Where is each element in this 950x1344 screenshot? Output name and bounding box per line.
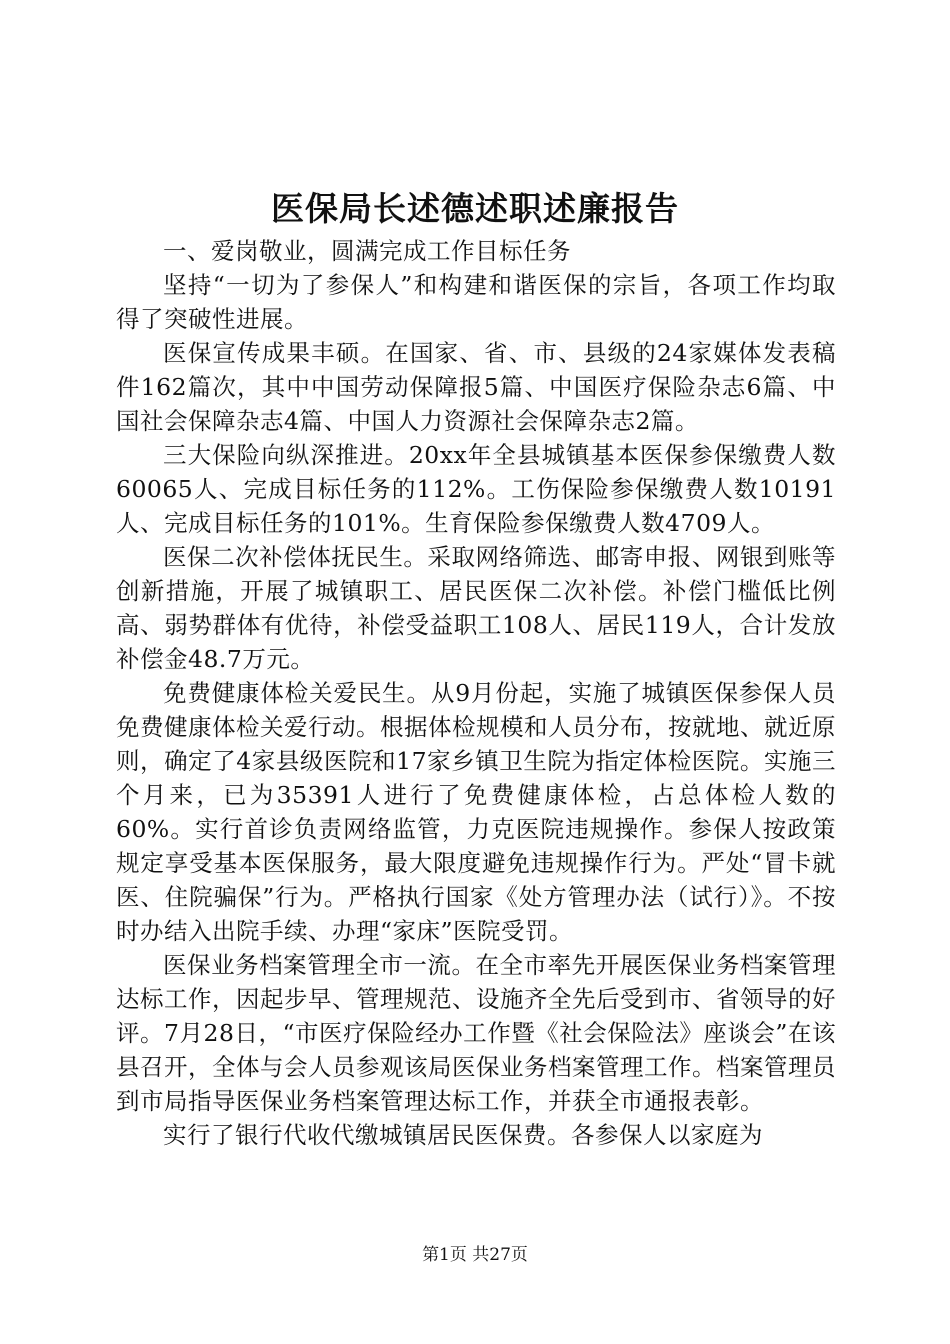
paragraph: 免费健康体检关爱民生。从9月份起，实施了城镇医保参保人员免费健康体检关爱行动。根据体检规模和人员分布，按就地、就近原则，确定了4家县级医院和17家乡镇卫生院为指定体检医院。实施三个月来，已为35391人进行了免费健康体检，占总体检人数的60%。实行首诊负责网络监管，力克医院违规操作。参保人按政策规定享受基本医保服务，最大限度避免违规操作行为。严处“冒卡就医、住院骗保”行为。严格执行国家《处方管理办法（试行）》。不按时办结入出院手续、办理“家床”医院受罚。 (116, 679, 836, 945)
paragraph: 三大保险向纵深推进。20xx年全县城镇基本医保参保缴费人数60065人、完成目标任务的112%。工伤保险参保缴费人数10191人、完成目标任务的101%。生育保险参保缴费人数4709人。 (116, 441, 836, 537)
section-heading: 一、爱岗敬业，圆满完成工作目标任务 (163, 237, 571, 265)
document-body (116, 234, 836, 1152)
paragraph: 医保二次补偿体抚民生。采取网络筛选、邮寄申报、网银到账等创新措施，开展了城镇职工、居民医保二次补偿。补偿门槛低比例高、弱势群体有优待，补偿受益职工108人、居民119人，合计发放补偿金48.7万元。 (116, 543, 836, 673)
page-number-footer: 第1页 共27页 (422, 1245, 528, 1265)
paragraph: 医保业务档案管理全市一流。在全市率先开展医保业务档案管理达标工作，因起步早、管理规范、设施齐全先后受到市、省领导的好评。7月28日，“市医疗保险经办工作暨《社会保险法》座谈会”在该县召开，全体与会人员参观该局医保业务档案管理工作。档案管理员到市局指导医保业务档案管理达标工作，并获全市通报表彰。 (116, 951, 836, 1115)
document-title: 医保局长述德述职述廉报告 (271, 189, 679, 228)
paragraph: 医保宣传成果丰硕。在国家、省、市、县级的24家媒体发表稿件162篇次，其中中国劳动保障报5篇、中国医疗保险杂志6篇、中国社会保障杂志4篇、中国人力资源社会保障杂志2篇。 (116, 339, 836, 435)
paragraph: 实行了银行代收代缴城镇居民医保费。各参保人以家庭为 (163, 1121, 763, 1149)
paragraph: 坚持“一切为了参保人”和构建和谐医保的宗旨，各项工作均取得了突破性进展。 (116, 271, 836, 333)
